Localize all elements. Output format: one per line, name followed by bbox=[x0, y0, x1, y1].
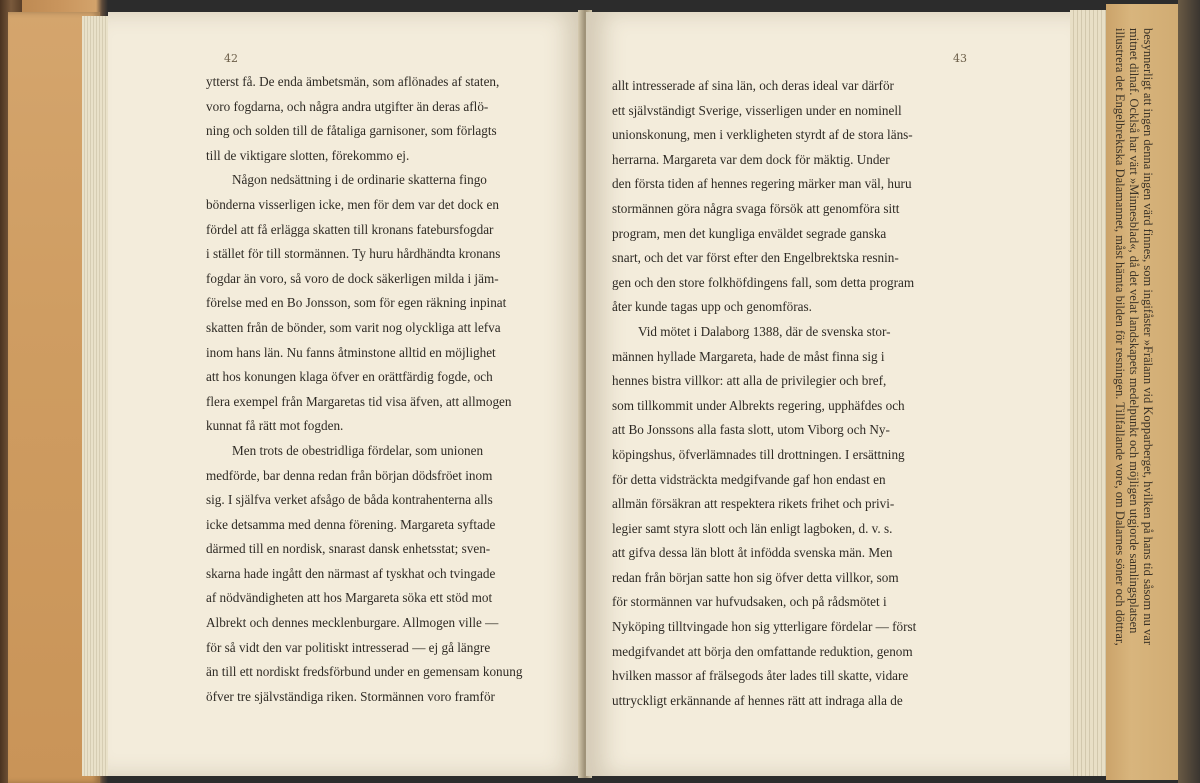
text-line: allmän försäkran att respektera rikets frihet och privi- bbox=[612, 496, 895, 512]
text-line: till de viktigare slotten, förekommo ej. bbox=[206, 147, 410, 163]
side-strip-line: besynnerligt att ingen denna ingen värd finnes, som ingifåster »Frälann vid Kopparberget, hvilken på hans tid såsom nu var bbox=[1141, 28, 1155, 645]
text-line: stormännen göra några svaga försök att genomföra sitt bbox=[612, 200, 900, 216]
left-page-text bbox=[206, 70, 546, 709]
book-cover-right-edge bbox=[1178, 0, 1200, 783]
text-line: att hos konungen klaga öfver en orättfärdig fogde, och bbox=[206, 369, 493, 385]
text-line: Vid mötet i Dalaborg 1388, där de svenska stor- bbox=[638, 323, 891, 339]
text-line: hennes bistra villkor: att alla de privilegier och bref, bbox=[612, 373, 887, 389]
text-line: Men trots de obestridliga fördelar, som unionen bbox=[232, 442, 484, 458]
text-line: inom hans län. Nu fanns åtminstone alltid en möjlighet bbox=[206, 344, 496, 360]
text-line: medförde, bar denna redan från början dödsfröet inom bbox=[206, 467, 493, 483]
text-line: för stormännen var hufvudsaken, och på rådsmötet i bbox=[612, 594, 887, 610]
left-page bbox=[108, 12, 584, 776]
text-line: af nödvändigheten att hos Margareta söka ett stöd mot bbox=[206, 590, 493, 606]
text-line: för detta vidsträckta medgifvande gaf hon endast en bbox=[612, 471, 886, 487]
text-line: köpingshus, öfverlämnades till drottningen. I ersättning bbox=[612, 446, 905, 462]
text-line: skarna hade ingått den närmast af tyskhat och tvingade bbox=[206, 565, 496, 581]
text-line: åter kunde tagas upp och genomföras. bbox=[612, 299, 812, 315]
text-line: kunnat få rätt mot fogden. bbox=[206, 418, 344, 434]
text-line: ytterst få. De enda ämbetsmän, som aflönades af staten, bbox=[206, 74, 500, 89]
text-line: sig. I själfva verket afsågo de båda kontrahenterna alls bbox=[206, 492, 493, 508]
text-line: gen och den store folkhöfdingens fall, som detta program bbox=[612, 274, 915, 290]
text-line: därmed till en nordisk, snarast dansk enhetsstat; sven- bbox=[206, 541, 491, 557]
text-line: Albrekt och dennes mecklenburgare. Allmogen ville — bbox=[206, 615, 499, 631]
text-line: att gifva dessa län blott åt infödda svenska män. Men bbox=[612, 545, 893, 561]
text-line: legier samt styra slott och län enligt lagboken, d. v. s. bbox=[612, 520, 893, 536]
text-line: redan från början satte hon sig öfver detta villkor, som bbox=[612, 569, 899, 585]
right-page bbox=[586, 12, 1072, 776]
side-strip-line: mitnet dilnaf. Ocklså har värt »Minnesblad«, då det velat landskapets medelpunkt och möjligen utgjorde samlingsplatsen bbox=[1127, 28, 1141, 634]
text-line: unionskonung, men i verkligheten styrdt af de stora läns- bbox=[612, 127, 913, 143]
text-line: den första tiden af hennes regering märker man väl, huru bbox=[612, 176, 912, 192]
text-line: fördel att få erlägga skatten till kronans fatebursfogdar bbox=[206, 221, 494, 237]
text-line: voro fogdarna, och några andra utgifter än deras aflö- bbox=[206, 98, 489, 114]
text-line: att Bo Jonssons alla fasta slott, utom Viborg och Ny- bbox=[612, 422, 890, 438]
text-line: flera exempel från Margaretas tid visa äfven, att allmogen bbox=[206, 393, 512, 409]
text-line: för så vidt den var politiskt intresserad — ej gå längre bbox=[206, 639, 491, 655]
text-line: allt intresserade af sina län, och deras ideal var därför bbox=[612, 78, 894, 93]
text-line: ett självständigt Sverige, visserligen under en nominell bbox=[612, 102, 902, 118]
text-line: medgifvandet att börja den omfattande reduktion, genom bbox=[612, 643, 913, 659]
text-line: skatten från de bönder, som varit nog olyckliga att lefva bbox=[206, 319, 501, 335]
text-line: icke detsamma med denna förening. Margareta syftade bbox=[206, 516, 496, 532]
text-line: i stället för till stormännen. Ty huru hårdhändta kronans bbox=[206, 246, 501, 262]
side-strip-line: illustrera det Engelbrektska Dalamannet, måst hämta bilden för resningen. Tillfallande vore, om Dalarnes söner och döttrar, bbox=[1113, 28, 1127, 646]
text-line: öfver tre självständiga riken. Stormännen voro framför bbox=[206, 688, 495, 704]
text-line: program, men det kungliga enväldet segrade ganska bbox=[612, 225, 887, 241]
text-line: uttryckligt erkännande af hennes rätt att indraga alla de bbox=[612, 692, 903, 708]
right-page-number: 43 bbox=[953, 52, 967, 65]
text-line: bönderna visserligen icke, men för dem var det dock en bbox=[206, 196, 499, 212]
text-line: hvilken massor af frälsegods åter lades till skatte, vidare bbox=[612, 668, 909, 684]
text-line: Någon nedsättning i de ordinarie skatterna fingo bbox=[232, 172, 487, 188]
left-page-number: 42 bbox=[224, 52, 238, 65]
text-line: snart, och det var först efter den Engelbrektska resnin- bbox=[612, 250, 899, 266]
text-line: förelse med en Bo Jonsson, som för egen räkning inpinat bbox=[206, 295, 507, 311]
right-page-text bbox=[612, 74, 964, 713]
text-line: än till ett nordiskt fredsförbund under en gemensam konung bbox=[206, 664, 523, 680]
text-line: herrarna. Margareta var dem dock för mäktig. Under bbox=[612, 151, 890, 167]
text-line: som tillkommit under Albrekts regering, upphäfdes och bbox=[612, 397, 905, 413]
text-line: fogdar än voro, så voro de dock säkerligen milda i jäm- bbox=[206, 270, 499, 286]
text-line: ning och solden till de fåtaliga garnisoner, som förlagts bbox=[206, 123, 497, 139]
side-strip-text bbox=[1075, 28, 1155, 748]
text-line: männen hyllade Margareta, hade de måst finna sig i bbox=[612, 348, 885, 364]
text-line: Nyköping tilltvingade hon sig ytterligare fördelar — först bbox=[612, 619, 917, 635]
